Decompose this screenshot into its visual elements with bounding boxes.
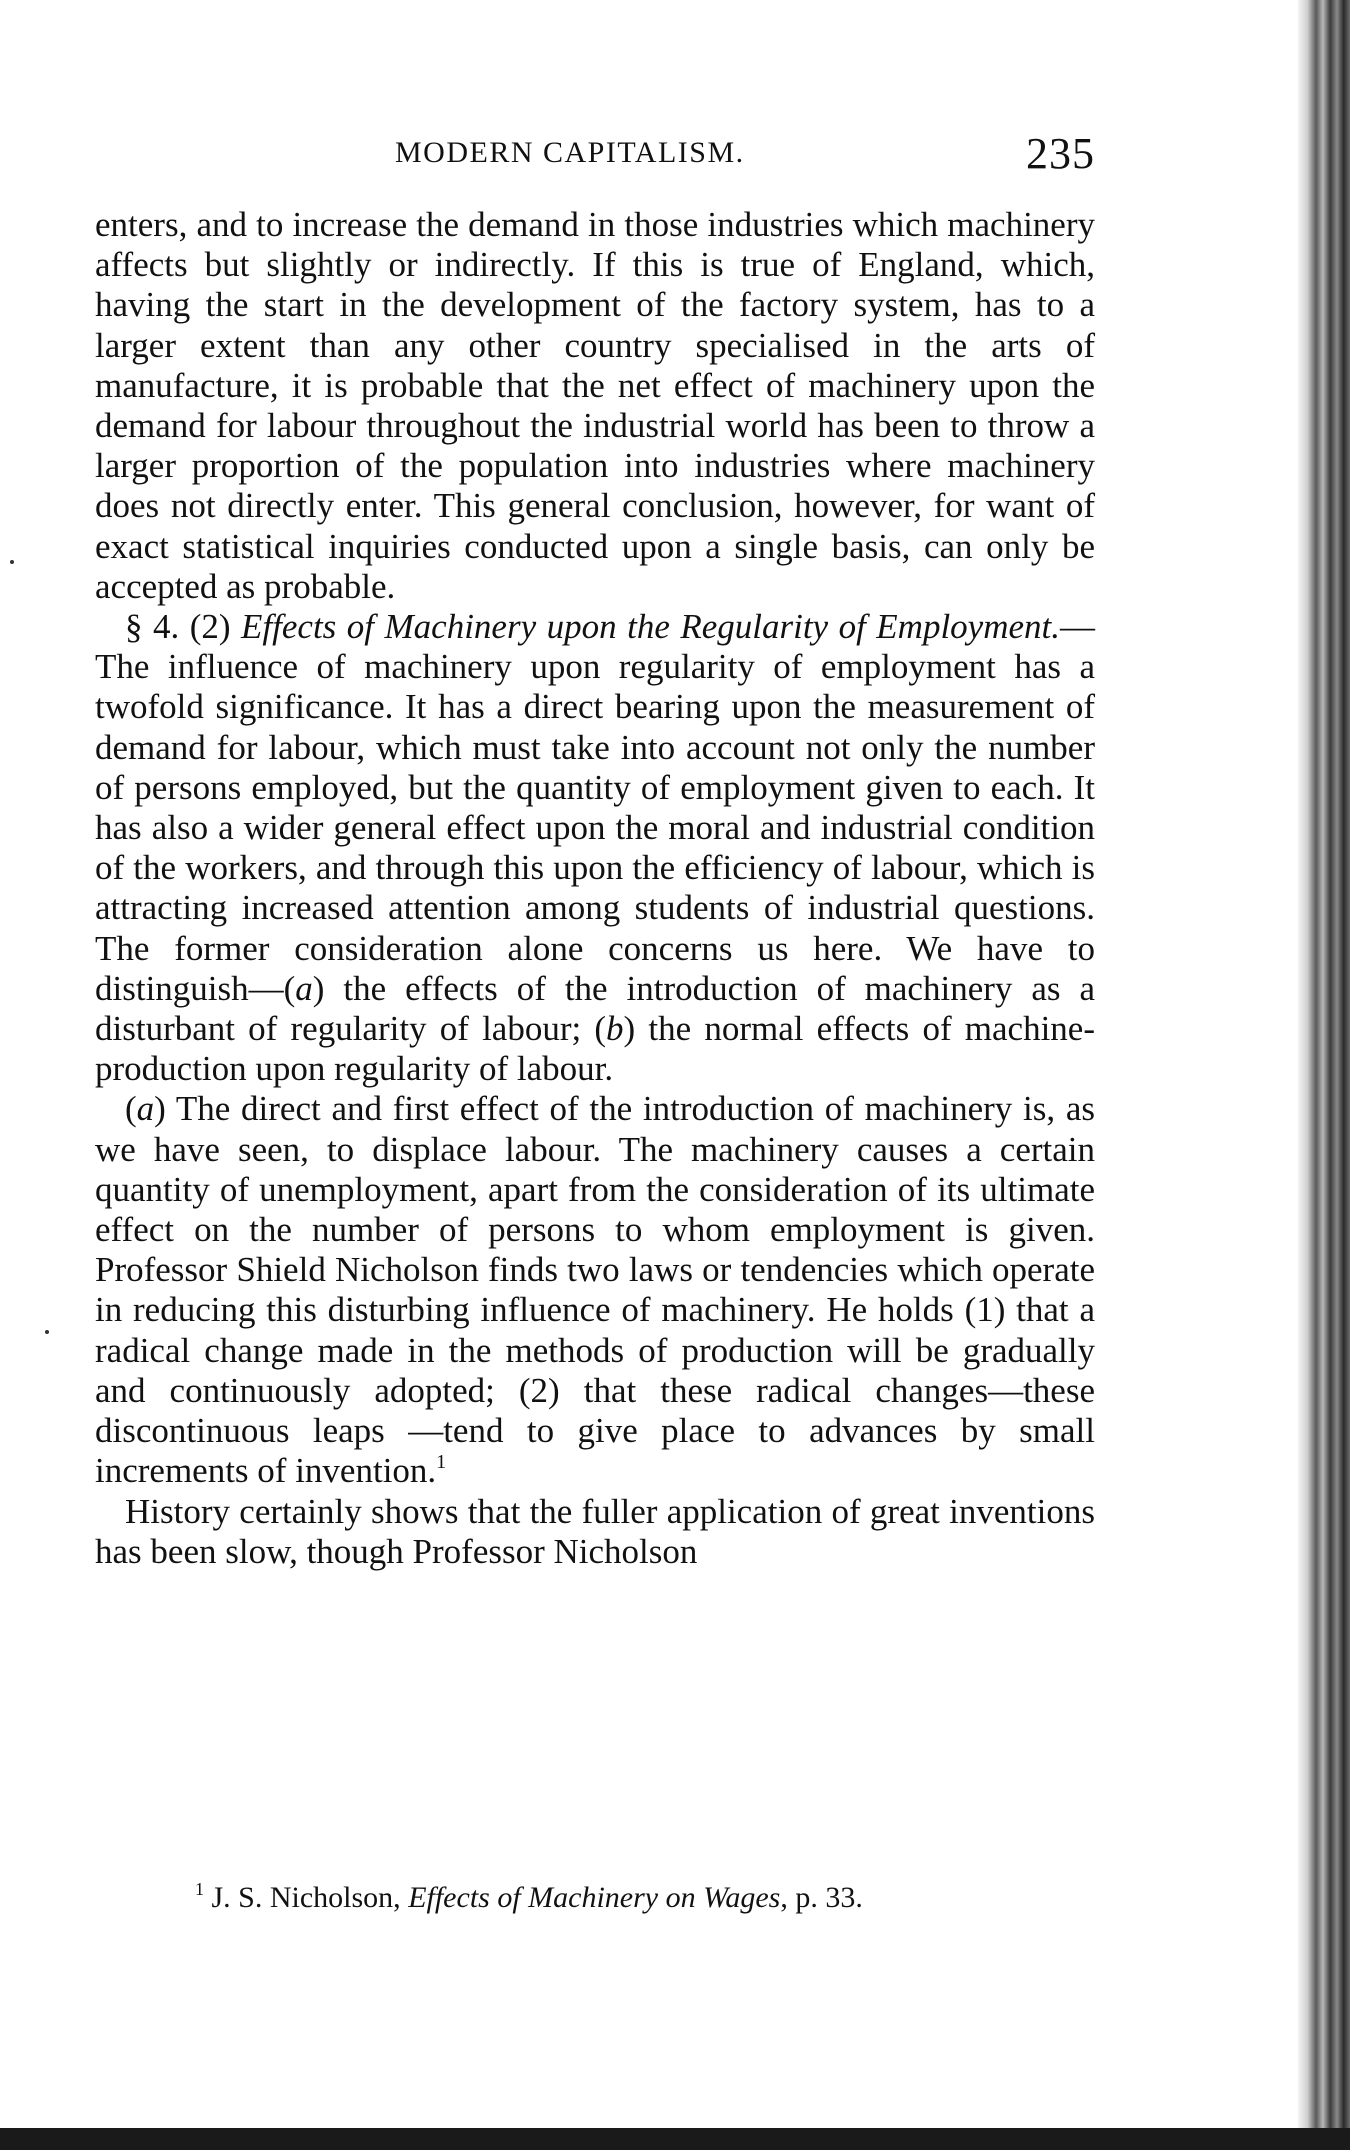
paragraph-3-text: ) The direct and first effect of the introduction of machinery is, as we have seen, to displace labour. The machinery causes a certain quantity of unemployment, apart from the consideration of its ultimate effect on the number of persons to whom employment is given. Professor Shield Nicholson finds two laws or tendencies which operate in reducing this disturbing influence of machinery. He holds (1) that a radical change made in the methods of production will be gradually and continuously adopted; (2) that these radical changes—these discontinuous leaps —tend to give place to advances by small increments of invention. [95,1089,1095,1491]
page-number: 235 [1026,129,1095,178]
margin-speck [10,560,14,564]
paragraph-1-text: enters, and to increase the demand in those industries which machinery affects but slightly or indirectly. If this is true of England, which, having the start in the development of the factory system, has to a larger extent than any other country specialised in the arts of manufacture, it is probable that the net effect of machinery upon the demand for labour throughout the industrial world has been to throw a larger proportion of the population into industries where machinery does not directly enter. This general conclusion, however, for want of exact statistical inquiries conducted upon a single basis, can only be accepted as probable. [95,205,1095,606]
paragraph-1 [95,205,1095,607]
section-heading: Effects of Machinery upon the Regularity of Employment. [241,607,1060,647]
page-bottom-edge [0,2128,1350,2150]
page-binding-edge [1298,0,1350,2150]
paragraph-2-text-c: ) the normal effects of machine-production upon regularity of labour. [95,1009,1095,1089]
marker-b: b [606,1009,624,1049]
paragraph-2-text-a: —The influence of machinery upon regularity of employment has a twofold significance. It has a direct bearing upon the measurement of demand for labour, which must take into account not only the number of persons employed, but the quantity of employment given to each. It has also a wider general effect upon the moral and industrial condition of the workers, and through this upon the efficiency of labour, which is attracting increased attention among students of industrial questions. The former consideration alone concerns us here. We have to distinguish—( [95,607,1095,1008]
footnote [195,1878,1095,1918]
marker-a: a [295,968,313,1008]
running-title: MODERN CAPITALISM. [395,136,745,169]
footnote-title: Effects of Machinery on Wages [408,1881,781,1914]
paragraph-3-open: ( [125,1089,137,1129]
body-text [95,205,1095,1572]
section-number: § 4. (2) [125,607,242,647]
paragraph-2-text-b: ) the effects of the introduction of machinery as a disturbant of regularity of labour; ( [95,968,1095,1049]
paragraph-3 [95,1089,1095,1491]
paragraph-4 [95,1492,1095,1572]
margin-speck [45,1330,49,1334]
footnote-page: , p. 33. [780,1881,863,1914]
paragraph-3-marker: a [136,1089,155,1129]
footnote-reference: 1 [436,1451,447,1474]
paragraph-2 [95,607,1095,1089]
footnote-marker: 1 [195,1879,204,1899]
paragraph-4-text: History certainly shows that the fuller application of great inventions has been slow, though Professor Nicholson [95,1491,1095,1571]
footnote-author: J. S. Nicholson, [211,1881,409,1914]
running-head [95,128,1095,178]
